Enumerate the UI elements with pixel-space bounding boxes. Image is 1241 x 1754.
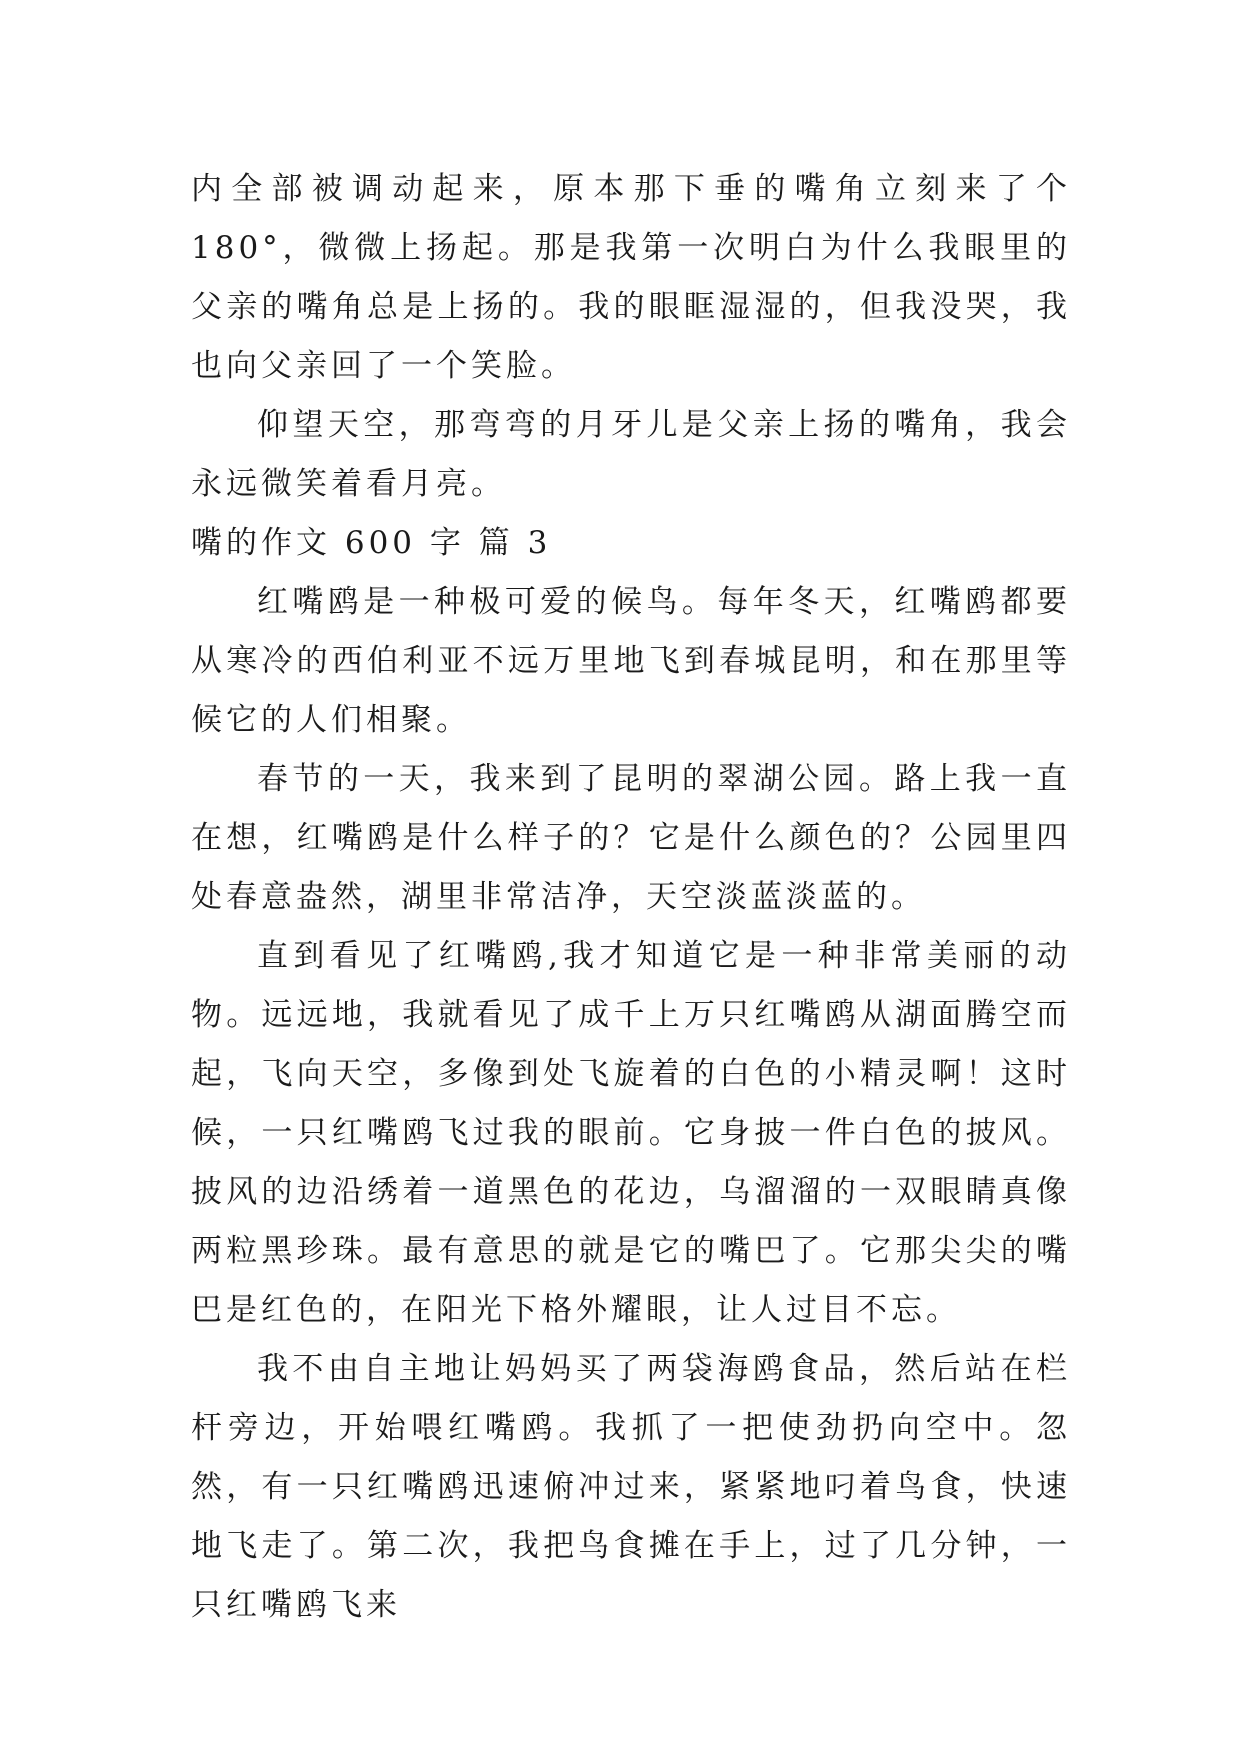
paragraph: 我不由自主地让妈妈买了两袋海鸥食品，然后站在栏杆旁边，开始喂红嘴鸥。我抓了一把使劲扔向空中。忽然，有一只红嘴鸥迅速俯冲过来，紧紧地叼着鸟食，快速地飞走了。第二次，我把鸟食摊在手上，过了几分钟，一只红嘴鸥飞来 [191, 1351, 1071, 1623]
paragraph: 内全部被调动起来，原本那下垂的嘴角立刻来了个 180°，微微上扬起。那是我第一次明白为什么我眼里的父亲的嘴角总是上扬的。我的眼眶湿湿的，但我没哭，我也向父亲回了一个笑脸。 [191, 171, 1071, 384]
paragraph: 红嘴鸥是一种极可爱的候鸟。每年冬天，红嘴鸥都要从寒冷的西伯利亚不远万里地飞到春城昆明，和在那里等候它的人们相聚。 [191, 584, 1071, 738]
document-body [191, 160, 1071, 1635]
paragraph: 春节的一天，我来到了昆明的翠湖公园。路上我一直在想，红嘴鸥是什么样子的？它是什么颜色的？公园里四处春意盎然，湖里非常洁净，天空淡蓝淡蓝的。 [191, 761, 1071, 915]
paragraph: 直到看见了红嘴鸥,我才知道它是一种非常美丽的动物。远远地，我就看见了成千上万只红嘴鸥从湖面腾空而起，飞向天空，多像到处飞旋着的白色的小精灵啊！这时候，一只红嘴鸥飞过我的眼前。它身披一件白色的披风。披风的边沿绣着一道黑色的花边，乌溜溜的一双眼睛真像两粒黑珍珠。最有意思的就是它的嘴巴了。它那尖尖的嘴巴是红色的，在阳光下格外耀眼，让人过目不忘。 [191, 938, 1071, 1328]
paragraph: 仰望天空，那弯弯的月牙儿是父亲上扬的嘴角，我会永远微笑着看月亮。 [191, 407, 1071, 502]
section-title: 嘴的作文 600 字 篇 3 [191, 525, 552, 561]
